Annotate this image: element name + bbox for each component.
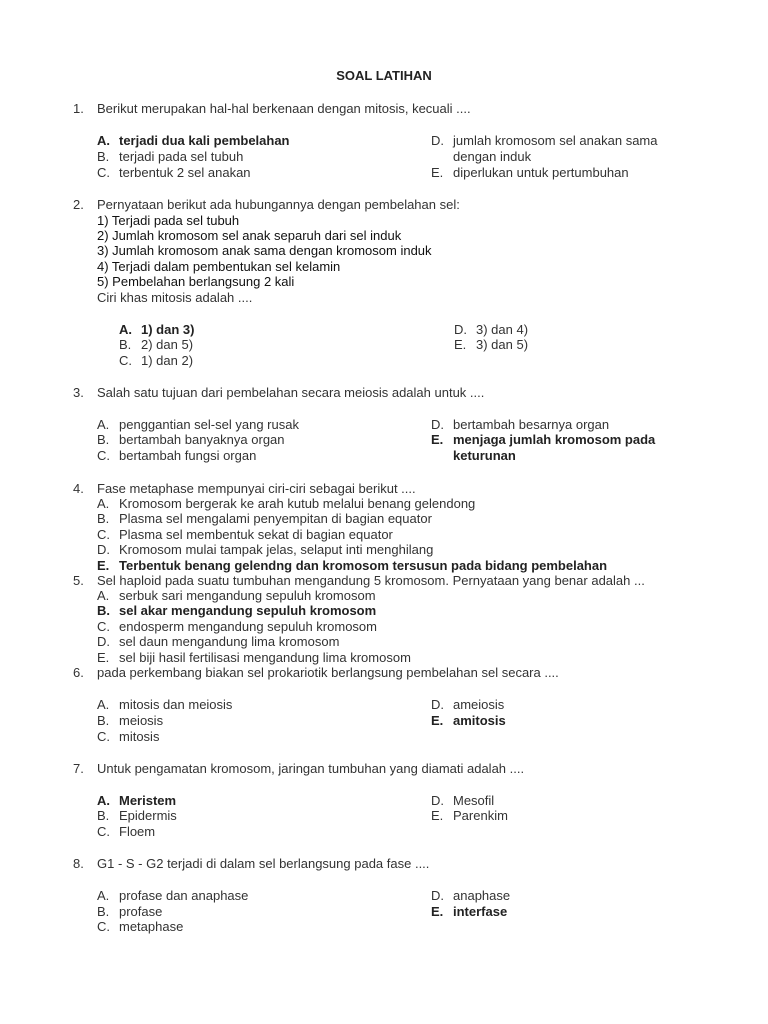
question-1: [73, 101, 713, 117]
question-number: 1.: [73, 101, 84, 116]
option-b: B. Epidermis: [97, 808, 177, 823]
question-6: [73, 665, 713, 681]
option-d-continued: dengan induk: [453, 149, 532, 164]
option-e: E. Terbentuk benang gelendng dan kromosom tersusun pada bidang pembelahan: [97, 557, 608, 573]
option-b: B. terjadi pada sel tubuh: [97, 149, 244, 164]
option-e: E. menjaga jumlah kromosom pada: [431, 432, 656, 447]
option-b: B. meiosis: [97, 713, 164, 728]
option-d: D. 3) dan 4): [454, 322, 529, 337]
option-a: A. mitosis dan meiosis: [97, 697, 233, 712]
question-number: 6.: [73, 665, 84, 680]
options-list: [97, 588, 411, 665]
option-a: A. 1) dan 3): [119, 322, 195, 337]
options-list: [97, 496, 607, 573]
option-e: E. interfase: [431, 904, 508, 919]
option-c: C. bertambah fungsi organ: [97, 448, 257, 463]
question-number: 2.: [73, 197, 84, 212]
question-2: [73, 197, 713, 305]
option-b: B. profase: [97, 904, 163, 919]
option-a: A. Kromosom bergerak ke arah kutub melalui benang gelendong: [97, 496, 476, 511]
option-b: B. bertambah banyaknya organ: [97, 432, 285, 447]
option-d: D. jumlah kromosom sel anakan sama: [431, 133, 658, 148]
option-d: D. anaphase: [431, 888, 511, 903]
question-4: [73, 481, 713, 497]
question-8: [73, 856, 713, 872]
question-text: G1 - S - G2 terjadi di dalam sel berlangsung pada fase ....: [97, 856, 430, 871]
document-title: SOAL LATIHAN: [336, 68, 432, 83]
question-text: Berikut merupakan hal-hal berkenaan dengan mitosis, kecuali ....: [97, 101, 471, 116]
statement-3: 3) Jumlah kromosom anak sama dengan kromosom induk: [97, 243, 432, 259]
option-b: B. 2) dan 5): [119, 337, 194, 352]
question-number: 3.: [73, 385, 84, 400]
statement-5: 5) Pembelahan berlangsung 2 kali: [97, 274, 295, 290]
option-c: C. mitosis: [97, 729, 160, 744]
option-d: D. ameiosis: [431, 697, 505, 712]
question-number: 5.: [73, 573, 84, 588]
option-c: C. endosperm mengandung sepuluh kromosom: [97, 618, 377, 634]
question-number: 7.: [73, 761, 84, 776]
option-c: C. Plasma sel membentuk sekat di bagian equator: [97, 526, 393, 542]
option-e: E. Parenkim: [431, 808, 508, 823]
statement-1: 1) Terjadi pada sel tubuh: [97, 212, 240, 228]
option-b: B. Plasma sel mengalami penyempitan di bagian equator: [97, 511, 432, 527]
option-d: D. Mesofil: [431, 793, 495, 808]
option-a: A. penggantian sel-sel yang rusak: [97, 417, 299, 432]
option-a: A. Meristem: [97, 793, 177, 808]
statement-2: 2) Jumlah kromosom sel anak separuh dari sel induk: [97, 227, 402, 243]
option-c: C. 1) dan 2): [119, 353, 194, 368]
option-c: C. metaphase: [97, 919, 184, 934]
statement-4: 4) Terjadi dalam pembentukan sel kelamin: [97, 258, 341, 274]
option-e-continued: keturunan: [453, 448, 516, 463]
option-e: E. sel biji hasil fertilisasi mengandung lima kromosom: [97, 649, 411, 665]
question-text: Fase metaphase mempunyai ciri-ciri sebagai berikut ....: [97, 481, 416, 496]
option-d: D. Kromosom mulai tampak jelas, selaput inti menghilang: [97, 542, 434, 558]
question-3: [73, 385, 713, 401]
option-a: A. terjadi dua kali pembelahan: [97, 133, 290, 148]
option-e: E. diperlukan untuk pertumbuhan: [431, 165, 629, 180]
question-text: Pernyataan berikut ada hubungannya dengan pembelahan sel:: [97, 197, 460, 212]
question-7: [73, 761, 713, 777]
question-text: pada perkembang biakan sel prokariotik berlangsung pembelahan sel secara ....: [97, 665, 559, 680]
option-b: B. sel akar mengandung sepuluh kromosom: [97, 603, 377, 619]
option-d: D. sel daun mengandung lima kromosom: [97, 634, 340, 650]
question-prompt: Ciri khas mitosis adalah ....: [97, 289, 253, 305]
question-number: 8.: [73, 856, 84, 871]
question-text: Sel haploid pada suatu tumbuhan mengandung 5 kromosom. Pernyataan yang benar adalah ...: [97, 573, 645, 588]
option-a: A. serbuk sari mengandung sepuluh kromosom: [97, 588, 376, 603]
question-text: Salah satu tujuan dari pembelahan secara meiosis adalah untuk ....: [97, 385, 485, 400]
option-c: C. terbentuk 2 sel anakan: [97, 165, 251, 180]
option-a: A. profase dan anaphase: [97, 888, 249, 903]
option-c: C. Floem: [97, 824, 156, 839]
option-d: D. bertambah besarnya organ: [431, 417, 610, 432]
question-number: 4.: [73, 481, 84, 496]
option-e: E. 3) dan 5): [454, 337, 529, 352]
question-text: Untuk pengamatan kromosom, jaringan tumbuhan yang diamati adalah ....: [97, 761, 525, 776]
option-e: E. amitosis: [431, 713, 506, 728]
question-5: [73, 573, 713, 589]
